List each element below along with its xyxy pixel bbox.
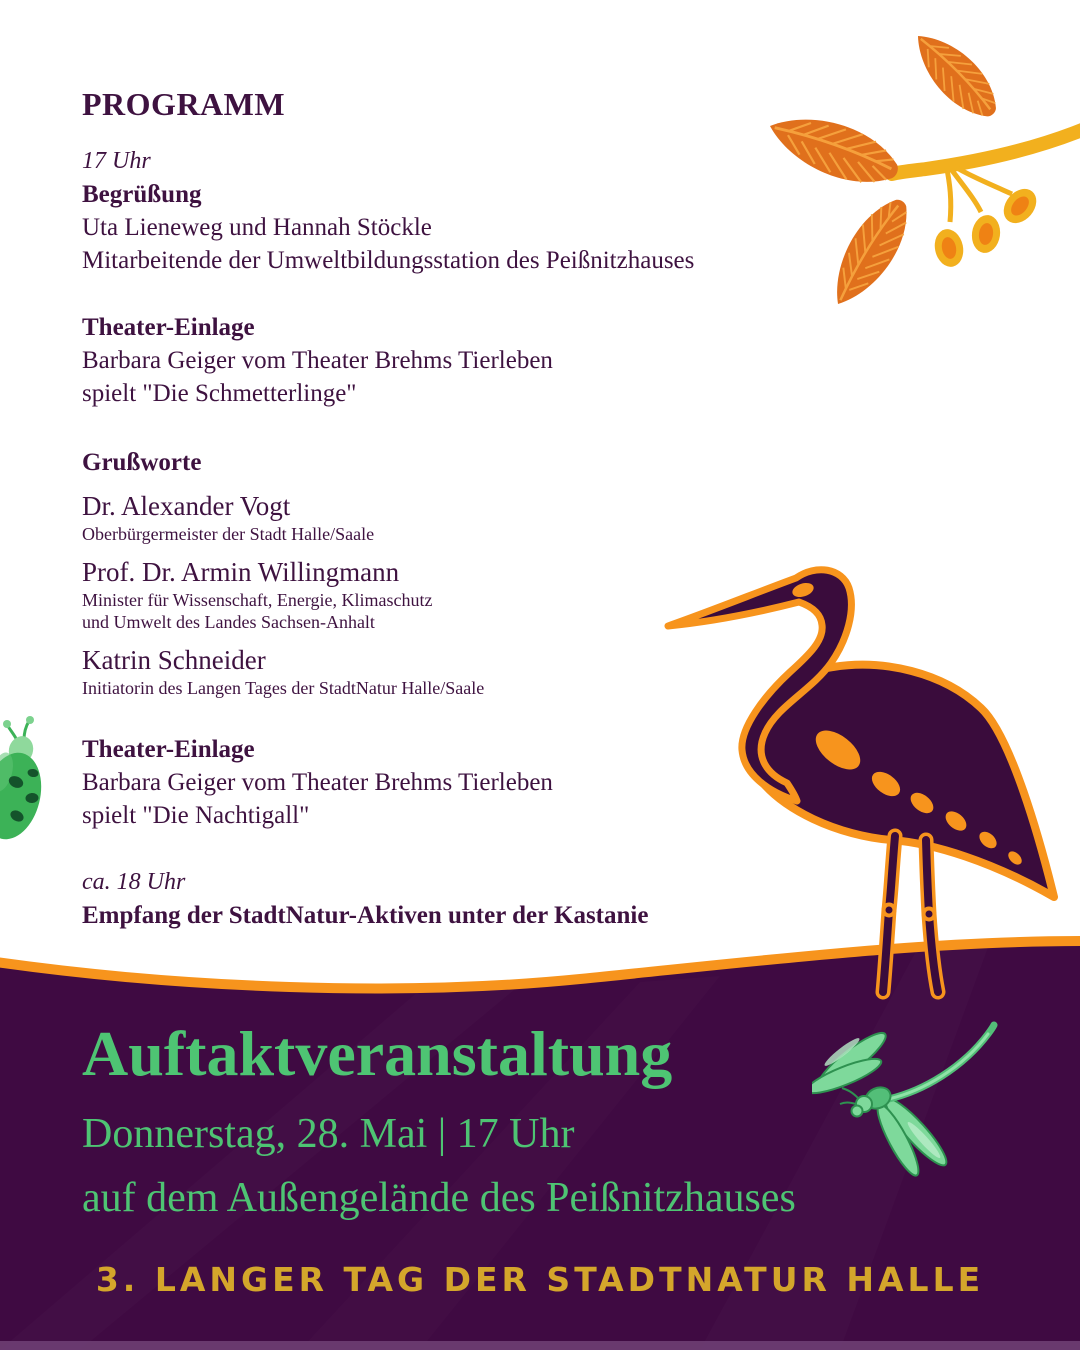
slot4-line2: spielt "Die Nachtigall": [82, 802, 310, 829]
slot2-line2: spielt "Die Schmetterlinge": [82, 380, 357, 407]
branch-stem: [892, 130, 1080, 174]
green-beetle-illustration: [0, 712, 60, 856]
speaker-role: Oberbürgermeister der Stadt Halle/Saale: [82, 524, 375, 544]
program-title: PROGRAMM: [82, 86, 286, 122]
slot4-line1: Barbara Geiger vom Theater Brehms Tierleben: [82, 769, 553, 796]
slot5-time: ca. 18 Uhr: [82, 869, 186, 895]
slot5-title: Empfang der StadtNatur-Aktiven unter der Kastanie: [82, 902, 649, 929]
speaker-role: Minister für Wissenschaft, Energie, Klimaschutz: [82, 590, 433, 610]
leaf-icon: [903, 21, 1009, 128]
speaker-name: Prof. Dr. Armin Willingmann: [82, 557, 400, 587]
event-location: auf dem Außengelände des Peißnitzhauses: [82, 1175, 796, 1221]
slot1-time: 17 Uhr: [82, 148, 151, 174]
event-details: [82, 1102, 796, 1230]
speaker-name: Dr. Alexander Vogt: [82, 491, 291, 521]
slot3-title: Grußworte: [82, 449, 202, 476]
speaker-entry: [82, 490, 862, 545]
event-series-name: 3. LANGER TAG DER STADTNATUR HALLE: [95, 1260, 985, 1299]
slot2-title: Theater-Einlage: [82, 314, 255, 341]
heron-illustration: [648, 540, 1080, 1000]
event-date: Donnerstag, 28. Mai | 17 Uhr: [82, 1111, 575, 1157]
event-title: Auftaktveranstaltung: [82, 1018, 673, 1089]
slot2-line1: Barbara Geiger vom Theater Brehms Tierleben: [82, 347, 553, 374]
slot1-title: Begrüßung: [82, 181, 202, 208]
speaker-role: Initiatorin des Langen Tages der StadtNatur Halle/Saale: [82, 678, 485, 698]
speaker-role: und Umwelt des Landes Sachsen-Anhalt: [82, 612, 375, 632]
seed-pod: [931, 227, 966, 270]
dragonfly-illustration: [812, 1018, 1064, 1180]
slot1-line1: Uta Lieneweg und Hannah Stöckle: [82, 214, 432, 241]
slot4-title: Theater-Einlage: [82, 736, 255, 763]
slot1-line2: Mitarbeitende der Umweltbildungsstation des Peißnitzhauses: [82, 247, 695, 274]
seed-pod: [969, 213, 1002, 255]
speaker-name: Katrin Schneider: [82, 645, 266, 675]
